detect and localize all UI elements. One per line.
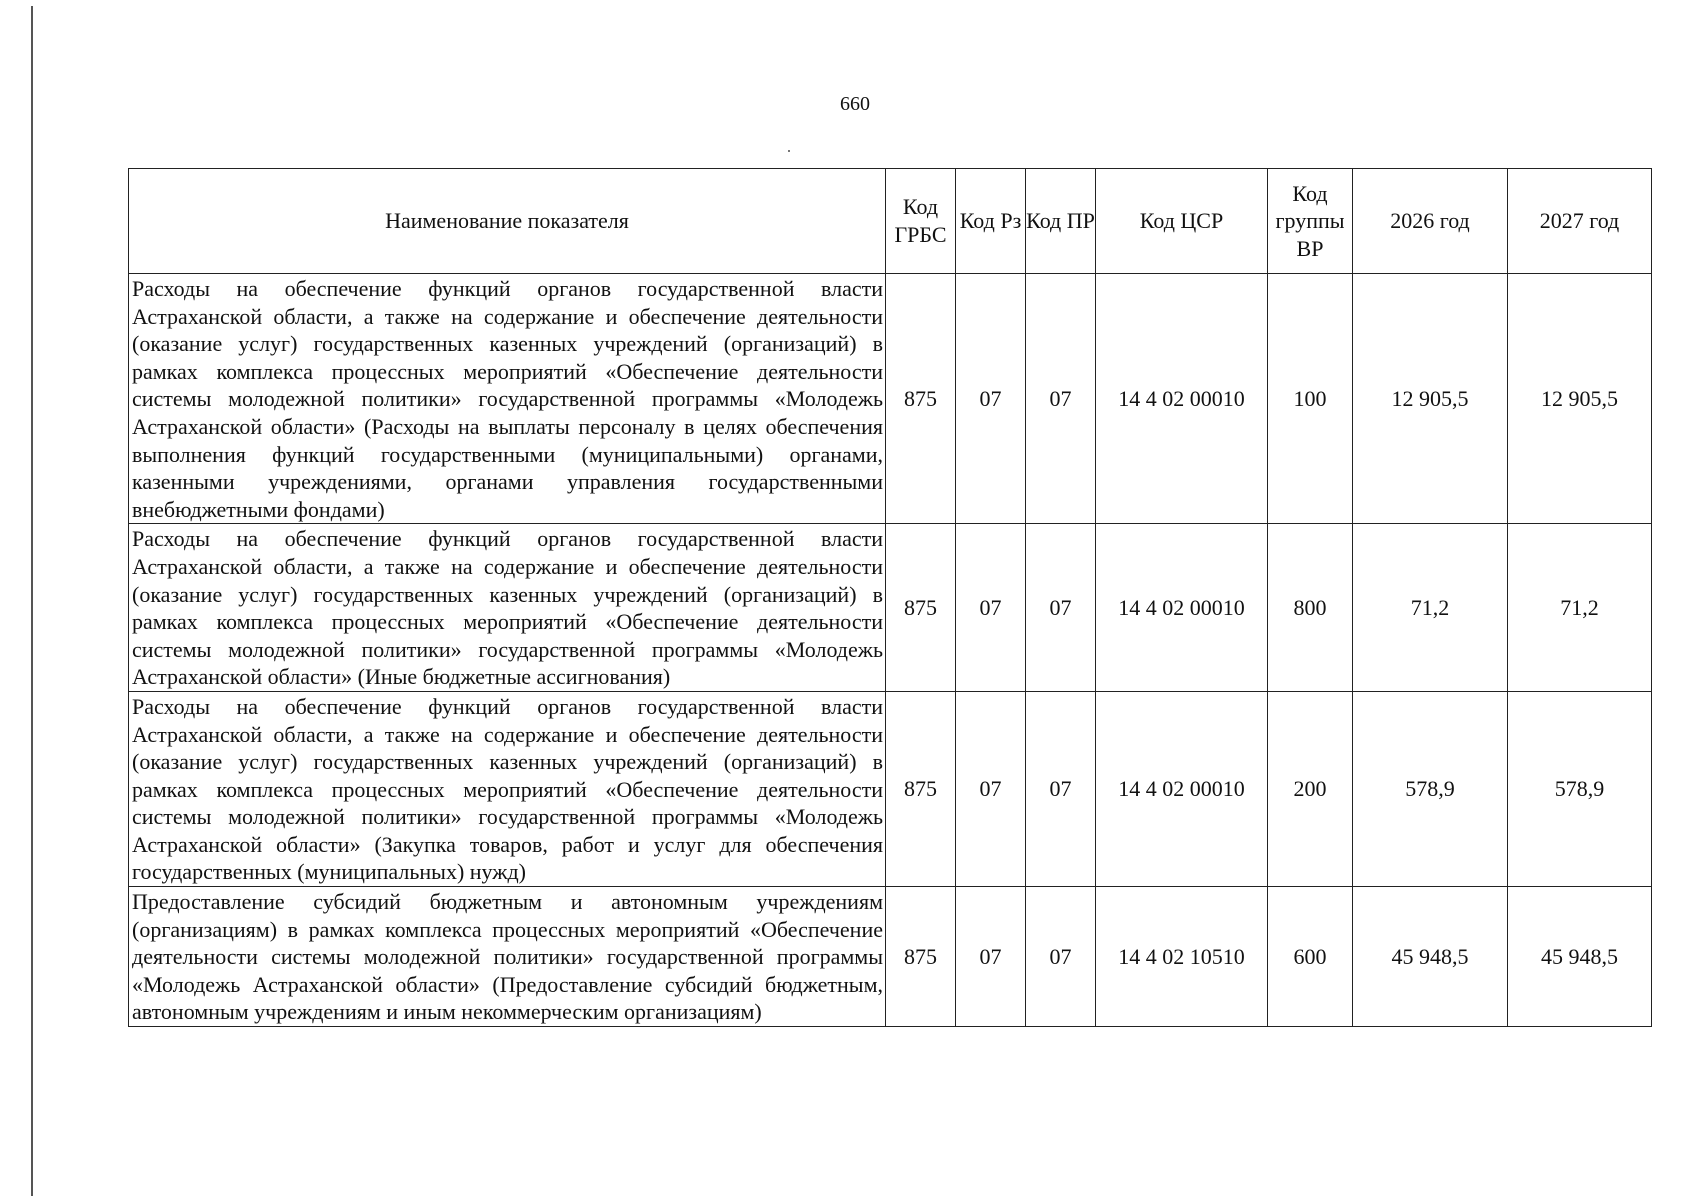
table-header-row (129, 169, 1652, 274)
scan-margin-line (31, 6, 33, 1196)
cell-grbs: 875 (886, 887, 956, 1027)
cell-rz: 07 (956, 887, 1026, 1027)
cell-csr: 14 4 02 00010 (1096, 274, 1268, 524)
table-row (129, 524, 1652, 692)
cell-rz: 07 (956, 691, 1026, 886)
header-rz: Код Рз (956, 169, 1026, 274)
cell-pr: 07 (1026, 274, 1096, 524)
cell-2027: 45 948,5 (1508, 887, 1652, 1027)
cell-2027: 578,9 (1508, 691, 1652, 886)
header-pr: Код ПР (1026, 169, 1096, 274)
header-grbs: Код ГРБС (886, 169, 956, 274)
cell-pr: 07 (1026, 887, 1096, 1027)
cell-2026: 578,9 (1353, 691, 1508, 886)
table-row (129, 691, 1652, 886)
cell-2027: 12 905,5 (1508, 274, 1652, 524)
header-2027: 2027 год (1508, 169, 1652, 274)
cell-2026: 71,2 (1353, 524, 1508, 692)
header-csr: Код ЦСР (1096, 169, 1268, 274)
cell-csr: 14 4 02 00010 (1096, 691, 1268, 886)
header-vr: Код группы ВР (1268, 169, 1353, 274)
cell-rz: 07 (956, 274, 1026, 524)
cell-2027: 71,2 (1508, 524, 1652, 692)
cell-name: Расходы на обеспечение функций органов государственной власти Астраханской области, а также на содержание и обеспечение деятельности (оказание услуг) государственных казенных учреждений (организаций) в рамках комплекса процессных мероприятий «Обеспечение деятельности системы молодежной политики» государственной программы «Молодежь Астраханской области» (Закупка товаров, работ и услуг для обеспечения государственных (муниципальных) нужд) (129, 691, 886, 886)
cell-pr: 07 (1026, 524, 1096, 692)
scan-speck (788, 150, 790, 152)
cell-grbs: 875 (886, 691, 956, 886)
header-2026: 2026 год (1353, 169, 1508, 274)
cell-grbs: 875 (886, 524, 956, 692)
cell-pr: 07 (1026, 691, 1096, 886)
page-number: 660 (840, 93, 870, 115)
cell-rz: 07 (956, 524, 1026, 692)
cell-vr: 800 (1268, 524, 1353, 692)
header-name: Наименование показателя (129, 169, 886, 274)
table-row (129, 274, 1652, 524)
cell-name: Расходы на обеспечение функций органов государственной власти Астраханской области, а также на содержание и обеспечение деятельности (оказание услуг) государственных казенных учреждений (организаций) в рамках комплекса процессных мероприятий «Обеспечение деятельности системы молодежной политики» государственной программы «Молодежь Астраханской области» (Иные бюджетные ассигнования) (129, 524, 886, 692)
budget-table (128, 168, 1652, 1027)
table-row (129, 887, 1652, 1027)
cell-vr: 100 (1268, 274, 1353, 524)
cell-name: Предоставление субсидий бюджетным и автономным учреждениям (организациям) в рамках комплекса процессных мероприятий «Обеспечение деятельности системы молодежной политики» государственной программы «Молодежь Астраханской области» (Предоставление субсидий бюджетным, автономным учреждениям и иным некоммерческим организациям) (129, 887, 886, 1027)
cell-csr: 14 4 02 00010 (1096, 524, 1268, 692)
cell-grbs: 875 (886, 274, 956, 524)
cell-vr: 200 (1268, 691, 1353, 886)
cell-vr: 600 (1268, 887, 1353, 1027)
cell-csr: 14 4 02 10510 (1096, 887, 1268, 1027)
cell-name: Расходы на обеспечение функций органов государственной власти Астраханской области, а также на содержание и обеспечение деятельности (оказание услуг) государственных казенных учреждений (организаций) в рамках комплекса процессных мероприятий «Обеспечение деятельности системы молодежной политики» государственной программы «Молодежь Астраханской области» (Расходы на выплаты персоналу в целях обеспечения выполнения функций государственными (муниципальными) органами, казенными учреждениями, органами управления государственными внебюджетными фондами) (129, 274, 886, 524)
cell-2026: 12 905,5 (1353, 274, 1508, 524)
cell-2026: 45 948,5 (1353, 887, 1508, 1027)
